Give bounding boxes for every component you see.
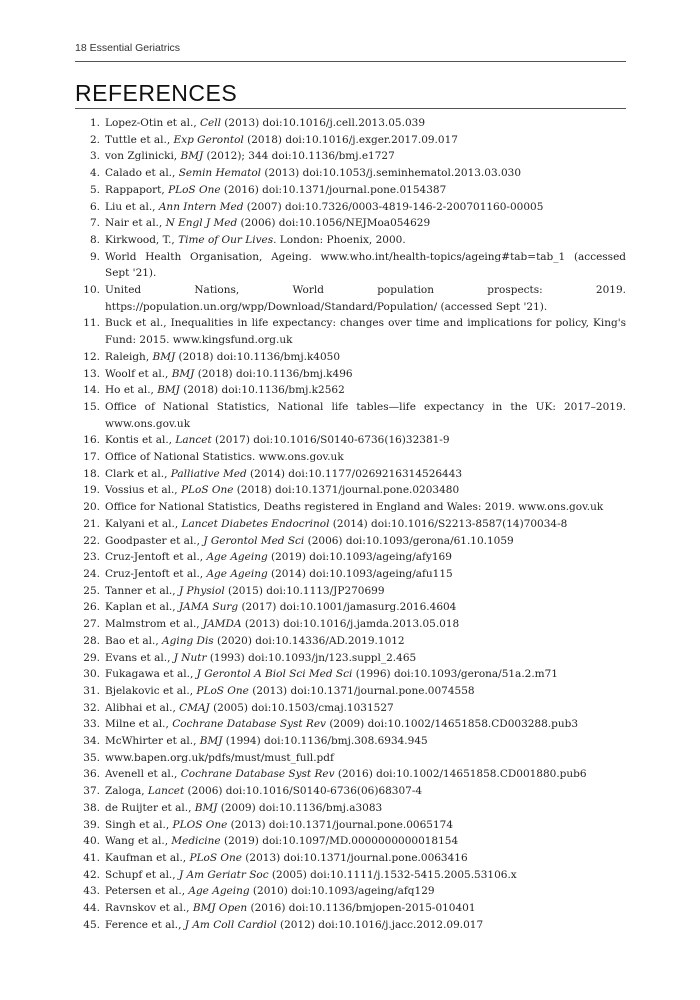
reference-text [105, 716, 626, 733]
reference-text [105, 533, 626, 550]
reference-authors: de Ruijter et al., [105, 801, 195, 814]
reference-authors: Fukagawa et al., [105, 668, 197, 681]
reference-details: (2018) doi:10.1136/bmj.k496 [194, 367, 353, 380]
reference-journal: Cochrane Database Syst Rev [172, 718, 326, 731]
reference-item [75, 349, 626, 366]
reference-text [105, 199, 626, 216]
reference-item [75, 282, 626, 315]
reference-number: 34. [83, 735, 100, 748]
reference-details: (2012) doi:10.1016/j.jacc.2012.09.017 [276, 918, 484, 931]
reference-item [75, 466, 626, 483]
reference-item [75, 583, 626, 600]
reference-details: (2013) doi:10.1371/journal.pone.0074558 [248, 684, 475, 697]
reference-number: 30. [83, 668, 100, 681]
reference-number: 4. [89, 167, 100, 180]
reference-authors: Cruz-Jentoft et al., [105, 551, 207, 564]
reference-authors: Kontis et al., [105, 434, 176, 447]
reference-authors: Office for National Statistics, Deaths registered in England and Wales: 2019. www.ons.gov.uk [105, 501, 604, 514]
reference-journal: J Physiol [178, 584, 225, 597]
reference-authors: Evans et al., [105, 651, 174, 664]
reference-authors: Nair et al., [105, 217, 166, 230]
reference-item [75, 633, 626, 650]
reference-number: 26. [83, 601, 100, 614]
reference-number: 3. [89, 150, 100, 163]
reference-item [75, 850, 626, 867]
reference-text [105, 482, 626, 499]
reference-journal: Age Ageing [206, 567, 268, 580]
reference-journal: PLoS One [168, 183, 221, 196]
reference-number: 35. [83, 751, 100, 764]
reference-item [75, 399, 626, 432]
reference-text [105, 833, 626, 850]
reference-journal: Cell [200, 117, 221, 129]
reference-details: (2017) doi:10.1001/jamasurg.2016.4604 [238, 601, 457, 614]
reference-details: (2015) doi:10.1113/JP270699 [224, 584, 385, 597]
reference-number: 14. [83, 384, 100, 397]
reference-item [75, 148, 626, 165]
reference-text [105, 349, 626, 366]
reference-number: 23. [83, 551, 100, 564]
reference-journal: Semin Hematol [178, 167, 262, 180]
reference-item [75, 499, 626, 516]
reference-text [105, 867, 626, 884]
reference-journal: BMJ [199, 735, 223, 748]
reference-item [75, 516, 626, 533]
reference-item [75, 766, 626, 783]
reference-authors: Petersen et al., [105, 885, 189, 898]
header-divider [75, 61, 626, 62]
reference-text [105, 900, 626, 917]
reference-details: (2017) doi:10.1016/S0140-6736(16)32381-9 [211, 434, 450, 447]
reference-details: (2013) doi:10.1053/j.seminhematol.2013.03.030 [261, 167, 522, 180]
reference-journal: Cochrane Database Syst Rev [180, 768, 335, 781]
reference-journal: PLoS One [196, 684, 249, 697]
reference-authors: Rappaport, [105, 183, 169, 196]
reference-item [75, 666, 626, 683]
reference-authors: Zaloga, [105, 785, 148, 798]
reference-text [105, 449, 626, 466]
reference-list [75, 115, 626, 933]
reference-authors: Bjelakovic et al., [105, 684, 197, 697]
reference-details: (2006) doi:10.1016/S0140-6736(06)68307-4 [184, 785, 423, 798]
reference-text [105, 683, 626, 700]
reference-text [105, 215, 626, 232]
reference-journal: Lancet [147, 785, 185, 798]
reference-item [75, 867, 626, 884]
reference-text [105, 315, 626, 348]
reference-text [105, 917, 626, 934]
reference-item [75, 382, 626, 399]
reference-text [105, 249, 626, 282]
reference-details: (2005) doi:10.1503/cmaj.1031527 [209, 701, 394, 714]
reference-text [105, 232, 626, 249]
reference-number: 13. [83, 367, 100, 380]
reference-journal: Age Ageing [188, 885, 250, 898]
reference-details: (2009) doi:10.1136/bmj.a3083 [217, 801, 383, 814]
reference-details: (2014) doi:10.1016/S2213-8587(14)70034-8 [329, 517, 568, 530]
reference-item [75, 783, 626, 800]
reference-item [75, 165, 626, 182]
reference-item [75, 616, 626, 633]
reference-details: (2018) doi:10.1136/bmj.k4050 [175, 350, 341, 363]
reference-authors: Singh et al., [105, 818, 173, 831]
reference-item [75, 182, 626, 199]
reference-authors: Schupf et al., [105, 868, 179, 881]
reference-text [105, 817, 626, 834]
reference-item [75, 833, 626, 850]
reference-item [75, 315, 626, 348]
reference-item [75, 733, 626, 750]
reference-authors: Raleigh, [105, 350, 153, 363]
reference-authors: Alibhai et al., [105, 701, 180, 714]
reference-item [75, 917, 626, 934]
reference-text [105, 766, 626, 783]
reference-details: (2016) doi:10.1136/bmjopen-2015-010401 [247, 902, 476, 915]
reference-details: (2012); 344 doi:10.1136/bmj.e1727 [203, 150, 395, 163]
reference-authors: Ravnskov et al., [105, 902, 193, 915]
reference-details: (2019) doi:10.1097/MD.0000000000018154 [220, 835, 459, 848]
reference-text [105, 399, 626, 432]
reference-authors: Ference et al., [105, 918, 185, 931]
reference-journal: PLoS One [180, 484, 234, 497]
reference-number: 28. [83, 634, 100, 647]
reference-details: (2010) doi:10.1093/ageing/afq129 [249, 885, 435, 898]
reference-item [75, 449, 626, 466]
reference-details: (2020) doi:10.14336/AD.2019.1012 [213, 634, 405, 647]
reference-authors: Goodpaster et al., [105, 534, 204, 547]
reference-number: 40. [83, 835, 100, 848]
reference-journal: Ann Intern Med [158, 200, 244, 213]
page-title: REFERENCES [75, 80, 238, 106]
reference-authors: Office of National Statistics. www.ons.gov.uk [105, 451, 344, 464]
reference-text [105, 132, 626, 149]
reference-number: 16. [83, 434, 100, 447]
reference-number: 36. [83, 768, 100, 781]
reference-details: (2013) doi:10.1371/journal.pone.0065174 [227, 818, 453, 831]
reference-journal: N Engl J Med [165, 217, 238, 230]
reference-journal: BMJ Open [192, 902, 248, 915]
reference-item [75, 883, 626, 900]
reference-number: 29. [83, 651, 100, 664]
reference-item [75, 716, 626, 733]
reference-number: 10. [83, 284, 100, 297]
reference-text [105, 583, 626, 600]
reference-authors: Tuttle et al., [105, 133, 174, 146]
reference-details: (2006) doi:10.1056/NEJMoa054629 [237, 217, 431, 230]
reference-number: 44. [83, 902, 100, 915]
reference-details: (2013) doi:10.1016/j.cell.2013.05.039 [220, 117, 425, 129]
reference-text [105, 382, 626, 399]
reference-text [105, 733, 626, 750]
reference-authors: Kirkwood, T., [105, 233, 179, 246]
reference-details: (2013) doi:10.1371/journal.pone.0063416 [241, 851, 468, 864]
reference-number: 25. [83, 584, 100, 597]
reference-number: 33. [83, 718, 100, 731]
reference-details: (2019) doi:10.1093/ageing/afy169 [267, 551, 452, 564]
reference-number: 1. [89, 117, 100, 129]
reference-journal: J Am Geriatr Soc [178, 868, 269, 881]
reference-authors: Milne et al., [105, 718, 173, 731]
reference-item [75, 366, 626, 383]
reference-number: 20. [83, 501, 100, 514]
reference-item [75, 132, 626, 149]
reference-authors: Kaplan et al., [105, 601, 179, 614]
reference-authors: United Nations, World population prospects: 2019. https://population.un.org/wpp/Download/Standard/Population/ (accessed Sept '21). [105, 284, 626, 313]
reference-item [75, 599, 626, 616]
reference-journal: JAMDA [202, 618, 242, 631]
reference-number: 31. [83, 684, 100, 697]
reference-details: (2014) doi:10.1177/0269216314526443 [246, 467, 463, 480]
reference-authors: Calado et al., [105, 167, 179, 180]
reference-journal: Medicine [171, 835, 221, 848]
reference-authors: Wang et al., [105, 835, 172, 848]
reference-number: 12. [83, 350, 100, 363]
reference-text [105, 182, 626, 199]
reference-number: 24. [83, 567, 100, 580]
reference-authors: von Zglinicki, [105, 150, 181, 163]
reference-text [105, 650, 626, 667]
reference-number: 41. [83, 851, 100, 864]
reference-journal: Exp Gerontol [173, 133, 244, 146]
reference-details: (1996) doi:10.1093/gerona/51a.2.m71 [352, 668, 558, 681]
reference-number: 38. [83, 801, 100, 814]
reference-text [105, 499, 626, 516]
reference-journal: BMJ [152, 350, 176, 363]
reference-item [75, 650, 626, 667]
reference-journal: BMJ [194, 801, 218, 814]
reference-authors: Kalyani et al., [105, 517, 182, 530]
reference-journal: Age Ageing [206, 551, 268, 564]
reference-text [105, 516, 626, 533]
reference-details: (2016) doi:10.1002/14651858.CD001880.pub6 [334, 768, 587, 781]
reference-authors: Liu et al., [105, 200, 159, 213]
reference-journal: PLoS One [189, 851, 242, 864]
reference-text [105, 850, 626, 867]
title-divider [75, 108, 626, 109]
reference-journal: CMAJ [179, 701, 210, 714]
reference-details: (2018) doi:10.1016/j.exger.2017.09.017 [243, 133, 458, 146]
reference-details: . London: Phoenix, 2000. [273, 233, 406, 246]
reference-number: 2. [89, 133, 100, 146]
reference-journal: PLOS One [172, 818, 228, 831]
reference-details: (2013) doi:10.1016/j.jamda.2013.05.018 [241, 618, 460, 631]
reference-number: 39. [83, 818, 100, 831]
reference-item [75, 215, 626, 232]
reference-text [105, 566, 626, 583]
reference-details: (2006) doi:10.1093/gerona/61.10.1059 [304, 534, 514, 547]
reference-journal: JAMA Surg [178, 601, 239, 614]
reference-number: 19. [83, 484, 100, 497]
reference-journal: Aging Dis [162, 634, 214, 647]
reference-item [75, 817, 626, 834]
reference-item [75, 533, 626, 550]
reference-details: (2009) doi:10.1002/14651858.CD003288.pub3 [325, 718, 579, 731]
reference-journal: BMJ [180, 150, 204, 163]
reference-authors: Clark et al., [105, 467, 171, 480]
reference-item [75, 232, 626, 249]
reference-details: (2007) doi:10.7326/0003-4819-146-2-200701160-00005 [243, 200, 544, 213]
reference-journal: J Nutr [173, 651, 207, 664]
reference-authors: Tanner et al., [105, 584, 179, 597]
reference-authors: Bao et al., [105, 634, 163, 647]
reference-authors: McWhirter et al., [105, 735, 200, 748]
reference-item [75, 566, 626, 583]
reference-text [105, 599, 626, 616]
reference-text [105, 633, 626, 650]
reference-number: 8. [89, 233, 100, 246]
reference-text [105, 432, 626, 449]
reference-authors: World Health Organisation, Ageing. www.who.int/health-topics/ageing#tab=tab_1 (accessed Sept '21). [105, 250, 626, 280]
reference-details: (1993) doi:10.1093/jn/123.suppl_2.465 [206, 651, 417, 664]
reference-text [105, 148, 626, 165]
reference-item [75, 115, 626, 132]
reference-details: (2014) doi:10.1093/ageing/afu115 [267, 567, 453, 580]
reference-number: 7. [89, 217, 100, 230]
reference-text [105, 666, 626, 683]
reference-details: (2016) doi:10.1371/journal.pone.0154387 [220, 183, 447, 196]
reference-authors: Malmstrom et al., [105, 618, 203, 631]
reference-item [75, 800, 626, 817]
reference-number: 42. [83, 868, 100, 881]
reference-authors: Woolf et al., [105, 367, 172, 380]
reference-item [75, 750, 626, 767]
reference-journal: J Gerontol Med Sci [203, 534, 305, 547]
reference-authors: www.bapen.org.uk/pdfs/must/must_full.pdf [105, 751, 334, 764]
reference-journal: J Am Coll Cardiol [184, 918, 277, 931]
reference-details: (2005) doi:10.1111/j.1532-5415.2005.53106.x [268, 868, 517, 881]
reference-item [75, 700, 626, 717]
reference-details: (2018) doi:10.1136/bmj.k2562 [179, 384, 345, 397]
reference-text [105, 282, 626, 315]
reference-item [75, 199, 626, 216]
reference-journal: Time of Our Lives [178, 233, 274, 246]
reference-number: 27. [83, 618, 100, 631]
reference-item [75, 549, 626, 566]
reference-text [105, 783, 626, 800]
reference-details: (2018) doi:10.1371/journal.pone.0203480 [233, 484, 460, 497]
reference-authors: Kaufman et al., [105, 851, 190, 864]
reference-number: 21. [83, 517, 100, 530]
reference-text [105, 165, 626, 182]
reference-authors: Vossius et al., [105, 484, 181, 497]
reference-journal: J Gerontol A Biol Sci Med Sci [196, 668, 353, 681]
reference-item [75, 432, 626, 449]
reference-text [105, 750, 626, 767]
reference-authors: Lopez-Otin et al., [105, 117, 200, 129]
reference-text [105, 115, 626, 132]
reference-number: 9. [89, 250, 100, 263]
reference-text [105, 466, 626, 483]
reference-text [105, 549, 626, 566]
reference-number: 11. [83, 317, 100, 330]
reference-journal: BMJ [157, 384, 180, 397]
reference-item [75, 249, 626, 282]
reference-authors: Buck et al., Inequalities in life expectancy: changes over time and implications for policy, King's Fund: 2015. www.kingsfund.org.uk [105, 317, 626, 347]
reference-journal: Lancet [175, 434, 212, 447]
reference-number: 18. [83, 467, 100, 480]
reference-number: 43. [83, 885, 100, 898]
reference-number: 22. [83, 534, 100, 547]
reference-number: 15. [83, 400, 100, 413]
reference-number: 32. [83, 701, 100, 714]
reference-number: 45. [83, 918, 100, 931]
reference-details: (1994) doi:10.1136/bmj.308.6934.945 [222, 735, 428, 748]
reference-text [105, 800, 626, 817]
reference-number: 17. [83, 451, 100, 464]
reference-journal: BMJ [171, 367, 195, 380]
reference-journal: Palliative Med [170, 467, 247, 480]
reference-item [75, 482, 626, 499]
running-head: 18 Essential Geriatrics [75, 42, 181, 54]
reference-journal: Lancet Diabetes Endocrinol [181, 517, 330, 530]
reference-authors: Ho et al., [105, 384, 158, 397]
reference-item [75, 900, 626, 917]
reference-text [105, 700, 626, 717]
reference-authors: Avenell et al., [105, 768, 181, 781]
reference-authors: Cruz-Jentoft et al., [105, 567, 207, 580]
reference-number: 37. [83, 785, 100, 798]
reference-number: 5. [89, 183, 100, 196]
reference-item [75, 683, 626, 700]
reference-number: 6. [89, 200, 100, 213]
reference-authors: Office of National Statistics, National life tables—life expectancy in the UK: 2017–2019. www.ons.gov.uk [105, 400, 626, 430]
reference-text [105, 616, 626, 633]
reference-text [105, 366, 626, 383]
reference-text [105, 883, 626, 900]
